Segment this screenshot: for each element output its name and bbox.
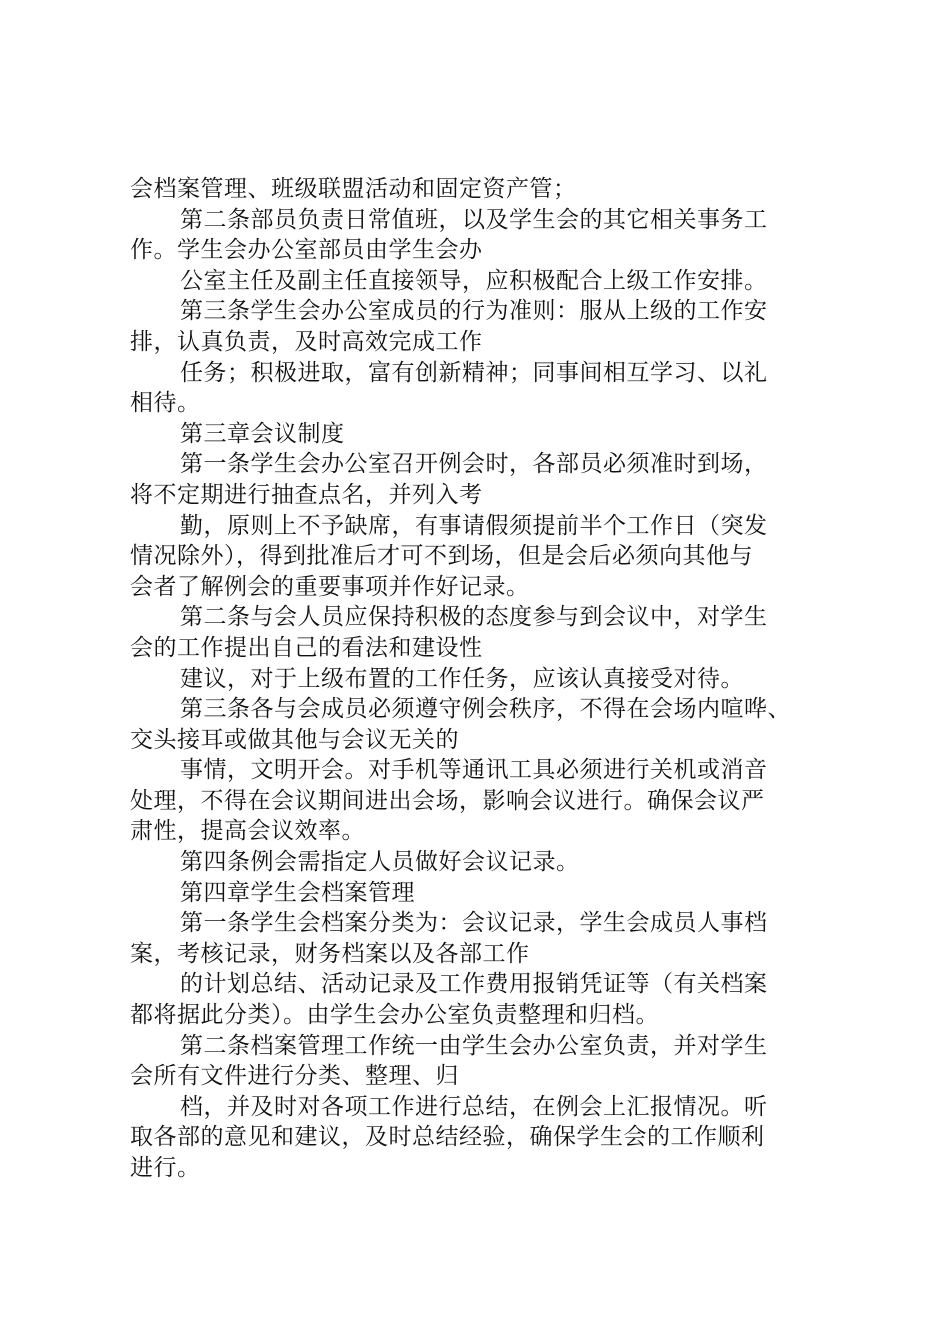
text-line: 第三章会议制度 — [180, 420, 345, 447]
text-line: 处理，不得在会议期间进出会场，影响会议进行。确保会议严 — [130, 787, 765, 814]
text-line: 第四条例会需指定人员做好会议记录。 — [180, 849, 580, 876]
text-line: 的计划总结、活动记录及工作费用报销凭证等（有关档案 — [180, 971, 768, 998]
text-line: 任务；积极进取，富有创新精神；同事间相互学习、以礼 — [180, 359, 768, 386]
text-line: 公室主任及副主任直接领导，应积极配合上级工作安排。 — [180, 267, 768, 294]
text-line: 肃性，提高会议效率。 — [130, 818, 365, 845]
text-line: 案，考核记录，财务档案以及各部工作 — [130, 940, 530, 967]
text-line: 将不定期进行抽查点名，并列入考 — [130, 481, 483, 508]
text-line: 取各部的意见和建议，及时总结经验，确保学生会的工作顺利 — [130, 1124, 765, 1151]
text-line: 交头接耳或做其他与会议无关的 — [130, 726, 459, 753]
text-line: 第二条档案管理工作统一由学生会办公室负责，并对学生 — [180, 1032, 768, 1059]
text-line: 会档案管理、班级联盟活动和固定资产管； — [130, 176, 577, 202]
text-line: 会者了解例会的重要事项并作好记录。 — [130, 573, 530, 600]
text-line: 勤，原则上不予缺席，有事请假须提前半个工作日（突发 — [180, 512, 768, 539]
text-line: 会所有文件进行分类、整理、归 — [130, 1063, 459, 1090]
text-line: 建议，对于上级布置的工作任务，应该认真接受对待。 — [180, 665, 744, 692]
text-line: 都将据此分类）。由学生会办公室负责整理和归档。 — [130, 1002, 659, 1029]
text-line: 第二条部员负责日常值班，以及学生会的其它相关事务工 — [180, 206, 768, 233]
document-body — [130, 174, 830, 1184]
text-line: 作。学生会办公室部员由学生会办 — [130, 237, 483, 264]
text-line: 情况除外），得到批准后才可不到场，但是会后必须向其他与 — [130, 543, 753, 570]
text-line: 排，认真负责，及时高效完成工作 — [130, 328, 483, 355]
text-line: 会的工作提出自己的看法和建设性 — [130, 634, 483, 661]
text-line: 第三条各与会成员必须遵守例会秩序，不得在会场内喧哗、 — [180, 696, 791, 723]
text-line: 进行。 — [130, 1155, 201, 1181]
text-line: 第一条学生会档案分类为：会议记录，学生会成员人事档 — [180, 910, 768, 937]
text-line: 相待。 — [130, 390, 201, 417]
text-line: 事情，文明开会。对手机等通讯工具必须进行关机或消音 — [180, 757, 768, 784]
text-line: 第一条学生会办公室召开例会时，各部员必须准时到场， — [180, 451, 768, 478]
text-line: 档，并及时对各项工作进行总结，在例会上汇报情况。听 — [180, 1093, 768, 1120]
text-line: 第四章学生会档案管理 — [180, 879, 415, 906]
text-line: 第三条学生会办公室成员的行为准则：服从上级的工作安 — [180, 298, 768, 325]
text-line: 第二条与会人员应保持积极的态度参与到会议中，对学生 — [180, 604, 768, 631]
